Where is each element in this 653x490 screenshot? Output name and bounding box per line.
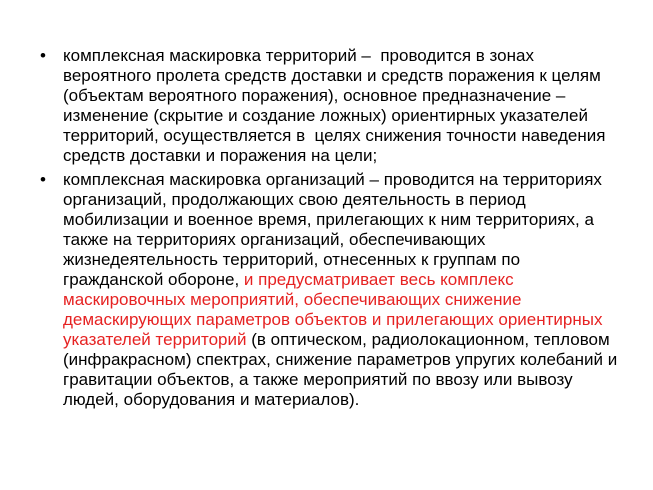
list-item: [40, 170, 622, 410]
text-segment: комплексная маскировка территорий – проводится в зонах вероятного пролета средств доставки и средств поражения к целям (объектам вероятного поражения), основное предназначение – изменение (скрытие и создание ложных) ориентирных указателей территорий, осуществляется в целях снижения точности наведения средств доставки и поражения на цели;: [63, 46, 615, 165]
bullet-list: [40, 46, 622, 414]
text-segment: (в оптическом, радиолокационном, тепловом (инфракрасном) спектрах, снижение параметров упругих колебаний и гравитации объектов, а также мероприятий по ввозу или вывозу людей, оборудования и материалов).: [63, 330, 622, 409]
text-segment: и предусматривает весь комплекс маскировочных мероприятий, обеспечивающих снижение демаскирующих параметров объектов и прилегающих ориентирных указателей территорий: [63, 270, 608, 349]
list-item: [40, 46, 619, 166]
bullet-icon: •: [40, 170, 46, 189]
bullet-icon: •: [40, 46, 46, 65]
text-segment: комплексная маскировка организаций – проводится на территориях организаций, продолжающих свою деятельность в период мобилизации и военное время, прилегающих к ним территориях, а также на территориях организаций, обеспечивающих жизнедеятельность территорий, отнесенных к группам по гражданской обороне,: [63, 170, 607, 289]
